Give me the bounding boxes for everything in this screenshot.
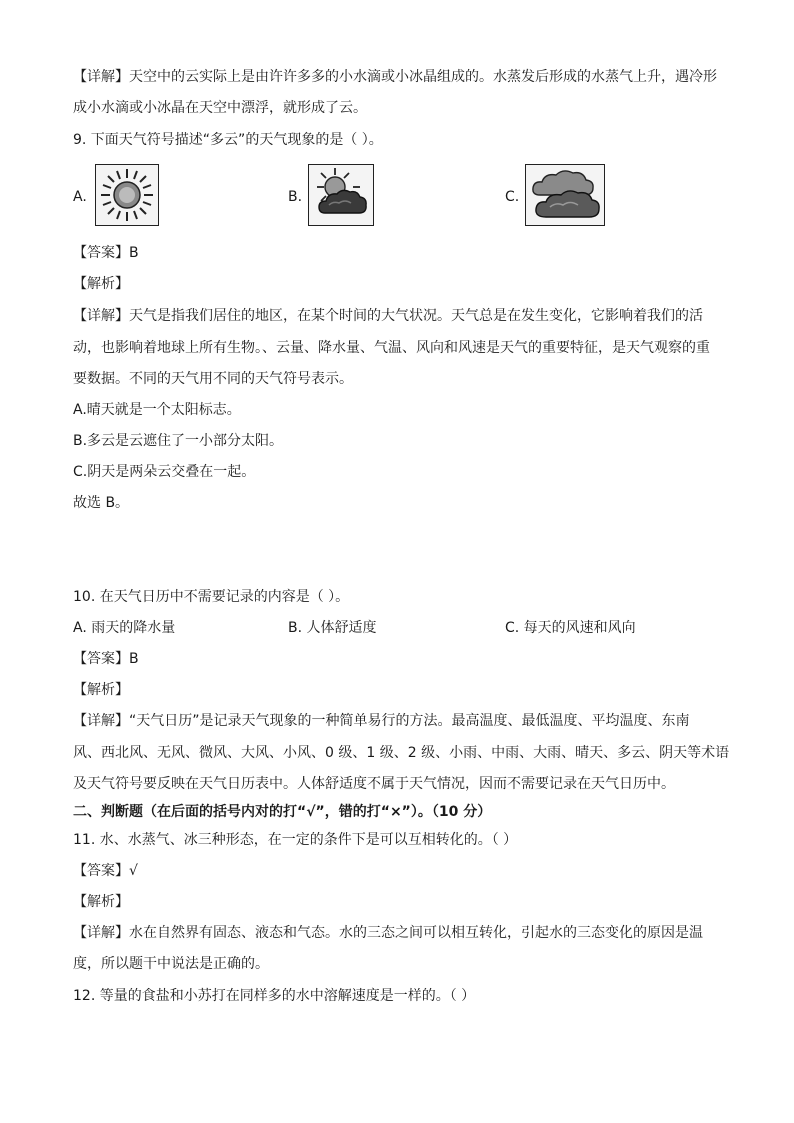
- q10-option-b: B. 人体舒适度: [288, 620, 377, 636]
- q9-analysis: 【解析】: [73, 276, 129, 292]
- q11-detail-line: 度，所以题干中说法是正确的。: [73, 956, 269, 972]
- q10-option-c: C. 每天的风速和风向: [505, 620, 636, 636]
- intro-line-1: 【详解】天空中的云实际上是由许许多多的小水滴或小冰晶组成的。水蒸发后形成的水蒸气上升，遇冷形: [73, 69, 717, 85]
- intro-line-2: 成小水滴或小冰晶在天空中漂浮，就形成了云。: [73, 100, 367, 116]
- q9-stem: 9. 下面天气符号描述“多云”的天气现象的是（ ）。: [73, 132, 383, 148]
- q10-detail-line: 风、西北风、无风、微风、大风、小风、0 级、1 级、2 级、小雨、中雨、大雨、晴天、多云、阴天等术语: [73, 745, 730, 761]
- q11-stem: 11. 水、水蒸气、冰三种形态，在一定的条件下是可以互相转化的。（ ）: [73, 832, 518, 848]
- q9-option-c-label: C.: [505, 189, 520, 205]
- q9-detail-line: C.阴天是两朵云交叠在一起。: [73, 464, 256, 480]
- q9-detail-line: A.晴天就是一个太阳标志。: [73, 402, 241, 418]
- sun-behind-cloud-icon: [308, 164, 374, 226]
- q11-analysis: 【解析】: [73, 894, 129, 910]
- q10-detail-line: 【详解】“天气日历”是记录天气现象的一种简单易行的方法。最高温度、最低温度、平均温度、东南: [73, 713, 690, 729]
- q9-detail-line: 动，也影响着地球上所有生物。、云量、降水量、气温、风向和风速是天气的重要特征，是天气观察的重: [73, 340, 710, 356]
- sun-icon: [95, 164, 159, 226]
- q9-conclusion: 故选 B。: [73, 495, 130, 511]
- two-clouds-icon: [525, 164, 605, 226]
- section-2-title: 二、判断题（在后面的括号内对的打“√”，错的打“×”）。（10 分）: [73, 804, 492, 820]
- q9-detail-line: 【详解】天气是指我们居住的地区，在某个时间的大气状况。天气总是在发生变化，它影响着我们的活: [73, 308, 703, 324]
- q11-detail-line: 【详解】水在自然界有固态、液态和气态。水的三态之间可以相互转化，引起水的三态变化的原因是温: [73, 925, 703, 941]
- q12-stem: 12. 等量的食盐和小苏打在同样多的水中溶解速度是一样的。（ ）: [73, 988, 476, 1004]
- q10-analysis: 【解析】: [73, 682, 129, 698]
- q9-option-a-label: A.: [73, 189, 87, 205]
- q10-stem: 10. 在天气日历中不需要记录的内容是（ ）。: [73, 589, 350, 605]
- q9-answer: 【答案】B: [73, 245, 139, 261]
- q10-answer: 【答案】B: [73, 651, 139, 667]
- q9-detail-line: B.多云是云遮住了一小部分太阳。: [73, 433, 284, 449]
- q9-option-b-label: B.: [288, 189, 303, 205]
- q10-detail-line: 及天气符号要反映在天气日历表中。人体舒适度不属于天气情况，因而不需要记录在天气日历中。: [73, 776, 675, 792]
- q11-answer: 【答案】√: [73, 863, 138, 879]
- q10-option-a: A. 雨天的降水量: [73, 620, 176, 636]
- q9-detail-line: 要数据。不同的天气用不同的天气符号表示。: [73, 371, 353, 387]
